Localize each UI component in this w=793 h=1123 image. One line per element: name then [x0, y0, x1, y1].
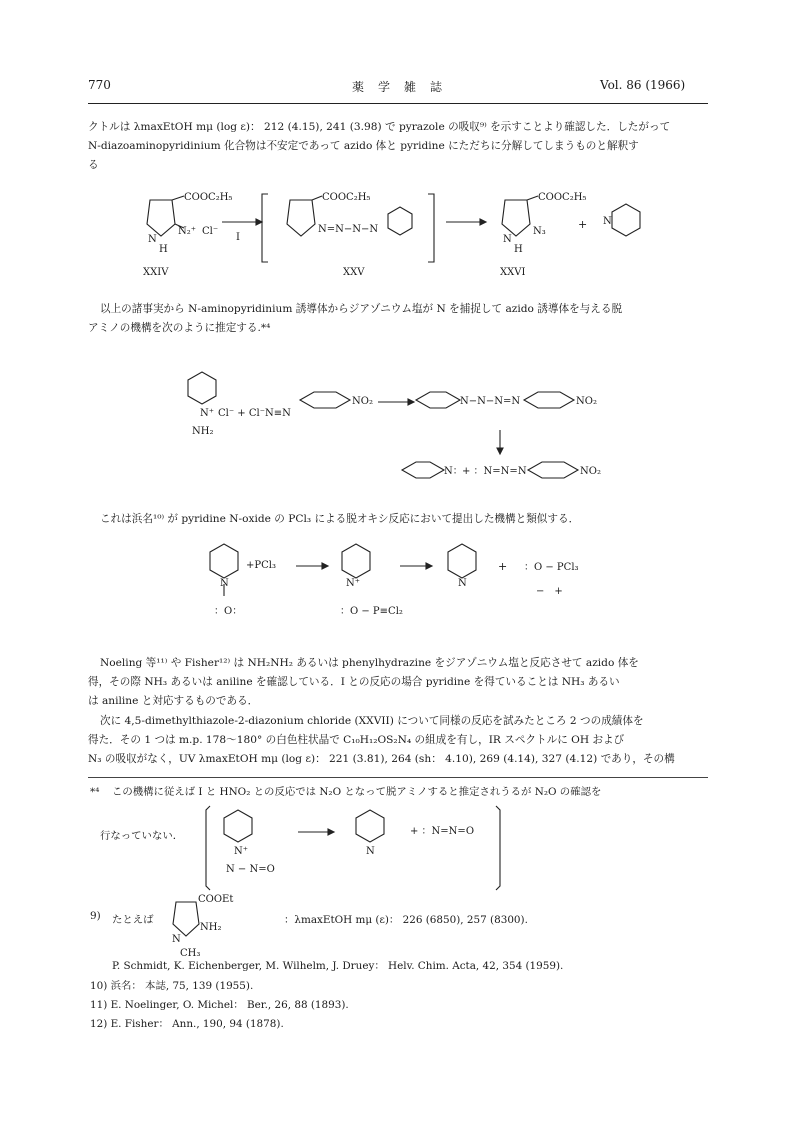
reference: 10) 浜名： 本誌, 75, 139 (1955). [90, 980, 254, 992]
atom-label: N [503, 234, 512, 245]
text-line: アミノの機構を次のように推定する.*⁴ [88, 322, 271, 334]
bracket-right [496, 806, 500, 890]
pyrazole-ring [173, 902, 199, 936]
substituent-label: N₃ [533, 226, 546, 237]
footnote-mark: *⁴ [90, 786, 100, 798]
text-line: 得，その際 NH₃ あるいは aniline を確認している．I との反応の場合 pyridine を得ていることは NH₃ あるい [88, 676, 620, 688]
substituent-label: NO₂ [352, 396, 373, 407]
ref9-uv: ：λmaxEtOH mμ (ε)： 226 (6850), 257 (8300). [284, 914, 528, 926]
arrowhead [480, 219, 486, 225]
reference: P. Schmidt, K. Eichenberger, M. Wilhelm, J. Druey： Helv. Chim. Acta, 42, 354 (1959). [112, 960, 564, 972]
substituent-label: N₂⁺ [178, 226, 197, 237]
triazene-chain: N−N−N=N [460, 396, 521, 407]
journal-title: 薬 学 雑 誌 [352, 80, 444, 94]
pyridine-ring [356, 810, 384, 842]
reference: 11) E. Noelinger, O. Michel： Ber., 26, 88 (1893). [90, 999, 349, 1011]
substituent-label: COOC₂H₅ [322, 192, 371, 203]
opcl3-text: ：O − PCl₃ [524, 562, 579, 573]
bond [527, 196, 538, 200]
pyridine-ring [416, 392, 460, 408]
substituent-label: NO₂ [576, 396, 597, 407]
atom-label: H [159, 244, 168, 255]
atom-label: N [366, 846, 375, 857]
text-line: クトルは λmaxEtOH mμ (log ε)： 212 (4.15), 241 (3.98) で pyrazole の吸収⁹⁾ を示すことより確認した．したがって [88, 121, 671, 133]
text-line: 以上の諸事実から N-aminopyridinium 誘導体からジアゾニウム塩が N を捕捉して azido 誘導体を与える脱 [100, 303, 623, 315]
paragraph-3 [88, 510, 708, 529]
oxy-phosphorus: ：O − P≡Cl₂ [340, 606, 403, 617]
benzene-ring [300, 392, 350, 408]
oxygen-label: ：O： [214, 606, 243, 617]
atom-label: H [514, 244, 523, 255]
plus-sign: + [578, 218, 588, 231]
reference: 12) E. Fisher： Ann., 190, 94 (1878). [90, 1018, 284, 1030]
pyridine-ring [342, 544, 370, 578]
text-line: Noeling 等¹¹⁾ や Fisher¹²⁾ は NH₂NH₂ あるいは phenylhydrazine をジアゾニウム塩と反応させて azido 体を [100, 657, 639, 669]
atom-label: N [458, 578, 467, 589]
atom-label: N [172, 934, 181, 945]
substituent-label: NH₂ [200, 922, 222, 933]
paragraph-1 [88, 118, 708, 175]
reagent-text: Cl⁻ + Cl⁻N≡N [218, 408, 291, 419]
arrowhead [426, 563, 432, 569]
pyridine-ring [388, 207, 412, 235]
arrowhead [328, 829, 334, 835]
pyridine-ring [224, 810, 252, 842]
benzene-ring [528, 462, 578, 478]
bracket-left [206, 806, 210, 890]
footnote-text-2: 行なっていない． [100, 830, 184, 842]
footnote-scheme [0, 800, 793, 900]
arrowhead [256, 219, 262, 225]
arrowhead [322, 563, 328, 569]
pyrazole-ring [502, 200, 530, 236]
substituent-label: COOEt [198, 894, 234, 905]
ref-text: たとえば [112, 914, 154, 926]
arrowhead [497, 448, 503, 454]
header-rule [88, 103, 708, 104]
text-line: N₃ の吸収がなく，UV λmaxEtOH mμ (log ε)： 221 (3.81), 264 (sh： 4.10), 269 (4.14), 327 (4.12) であり，その構 [88, 753, 675, 765]
reagent-text: +PCl₃ [246, 560, 276, 571]
ref-number: 9) [90, 910, 101, 922]
plus-sign: + [498, 560, 508, 573]
arrowhead [408, 399, 414, 405]
n2o-text: + ：N=N=O [410, 826, 475, 837]
charge-signs: − + [536, 586, 563, 597]
compound-label: XXV [343, 267, 365, 278]
text-line: る [88, 159, 99, 171]
footnote-rule [88, 777, 708, 778]
pyridine-ring [402, 462, 444, 478]
text-line: 得た．その 1 つは m.p. 178～180° の白色柱状晶で C₁₀H₁₂OS₂N₄ の組成を有し，IR スペクトルに OH および [88, 734, 625, 746]
atom-label: N⁺ [200, 408, 215, 419]
pyridine-ring [210, 544, 238, 578]
bond [172, 196, 184, 200]
pyridine-ring [188, 372, 216, 404]
footnote-text: この機構に従えば I と HNO₂ との反応では N₂O となって脱アミノすると推定されうるが N₂O の確認を [112, 786, 602, 798]
compound-label: XXIV [143, 267, 169, 278]
benzene-ring [524, 392, 574, 408]
pyridine-ring [448, 544, 476, 578]
substituent-label: NH₂ [192, 426, 214, 437]
compound-label: XXVI [500, 267, 526, 278]
text-line: これは浜名¹⁰⁾ が pyridine N-oxide の PCl₃ による脱オキシ反応において提出した機構と類似する． [100, 513, 580, 525]
volume-info: Vol. 86 (1966) [600, 78, 686, 92]
counter-ion: Cl⁻ [202, 226, 219, 237]
azide-text: + ：N=N=N [462, 466, 527, 477]
atom-label: N [220, 578, 229, 589]
atom-label: N⁺ [346, 578, 361, 589]
scheme-2 [0, 350, 793, 500]
scheme-3 [0, 540, 793, 640]
substituent-label: COOC₂H₅ [538, 192, 587, 203]
paragraph-2 [88, 300, 708, 338]
pyrazole-ring [287, 200, 315, 236]
substituent-label: CH₃ [180, 948, 201, 959]
text-line: N-diazoaminopyridinium 化合物は不安定であって azido 体と pyridine にただちに分解してしまうものと解釈す [88, 140, 639, 152]
triazene-chain: N=N−N−N [318, 224, 379, 235]
ref9-structure [150, 890, 270, 960]
pyridine-ring [612, 204, 640, 236]
bracket-left [262, 194, 268, 262]
paragraph-4 [88, 654, 708, 711]
atom-label: N [148, 234, 157, 245]
bond [312, 196, 322, 200]
bracket-right [428, 194, 434, 262]
arrow-reagent: I [236, 232, 240, 243]
atom-label: N⁺ [234, 846, 249, 857]
text-line: 次に 4,5-dimethylthiazole-2-diazonium chloride (XXVII) について同様の反応を試みたところ 2 つの成績体を [100, 715, 644, 727]
scheme-1 [0, 190, 793, 290]
pyrazole-ring [147, 200, 175, 236]
substituent-label: NO₂ [580, 466, 601, 477]
atom-label: N： [444, 466, 463, 477]
paragraph-5 [88, 712, 708, 769]
substituent-label: COOC₂H₅ [184, 192, 233, 203]
atom-label: N [603, 216, 612, 227]
text-line: は aniline と対応するものである． [88, 695, 259, 707]
nitroso-text: N − N=O [226, 864, 275, 875]
page-number: 770 [88, 78, 111, 92]
